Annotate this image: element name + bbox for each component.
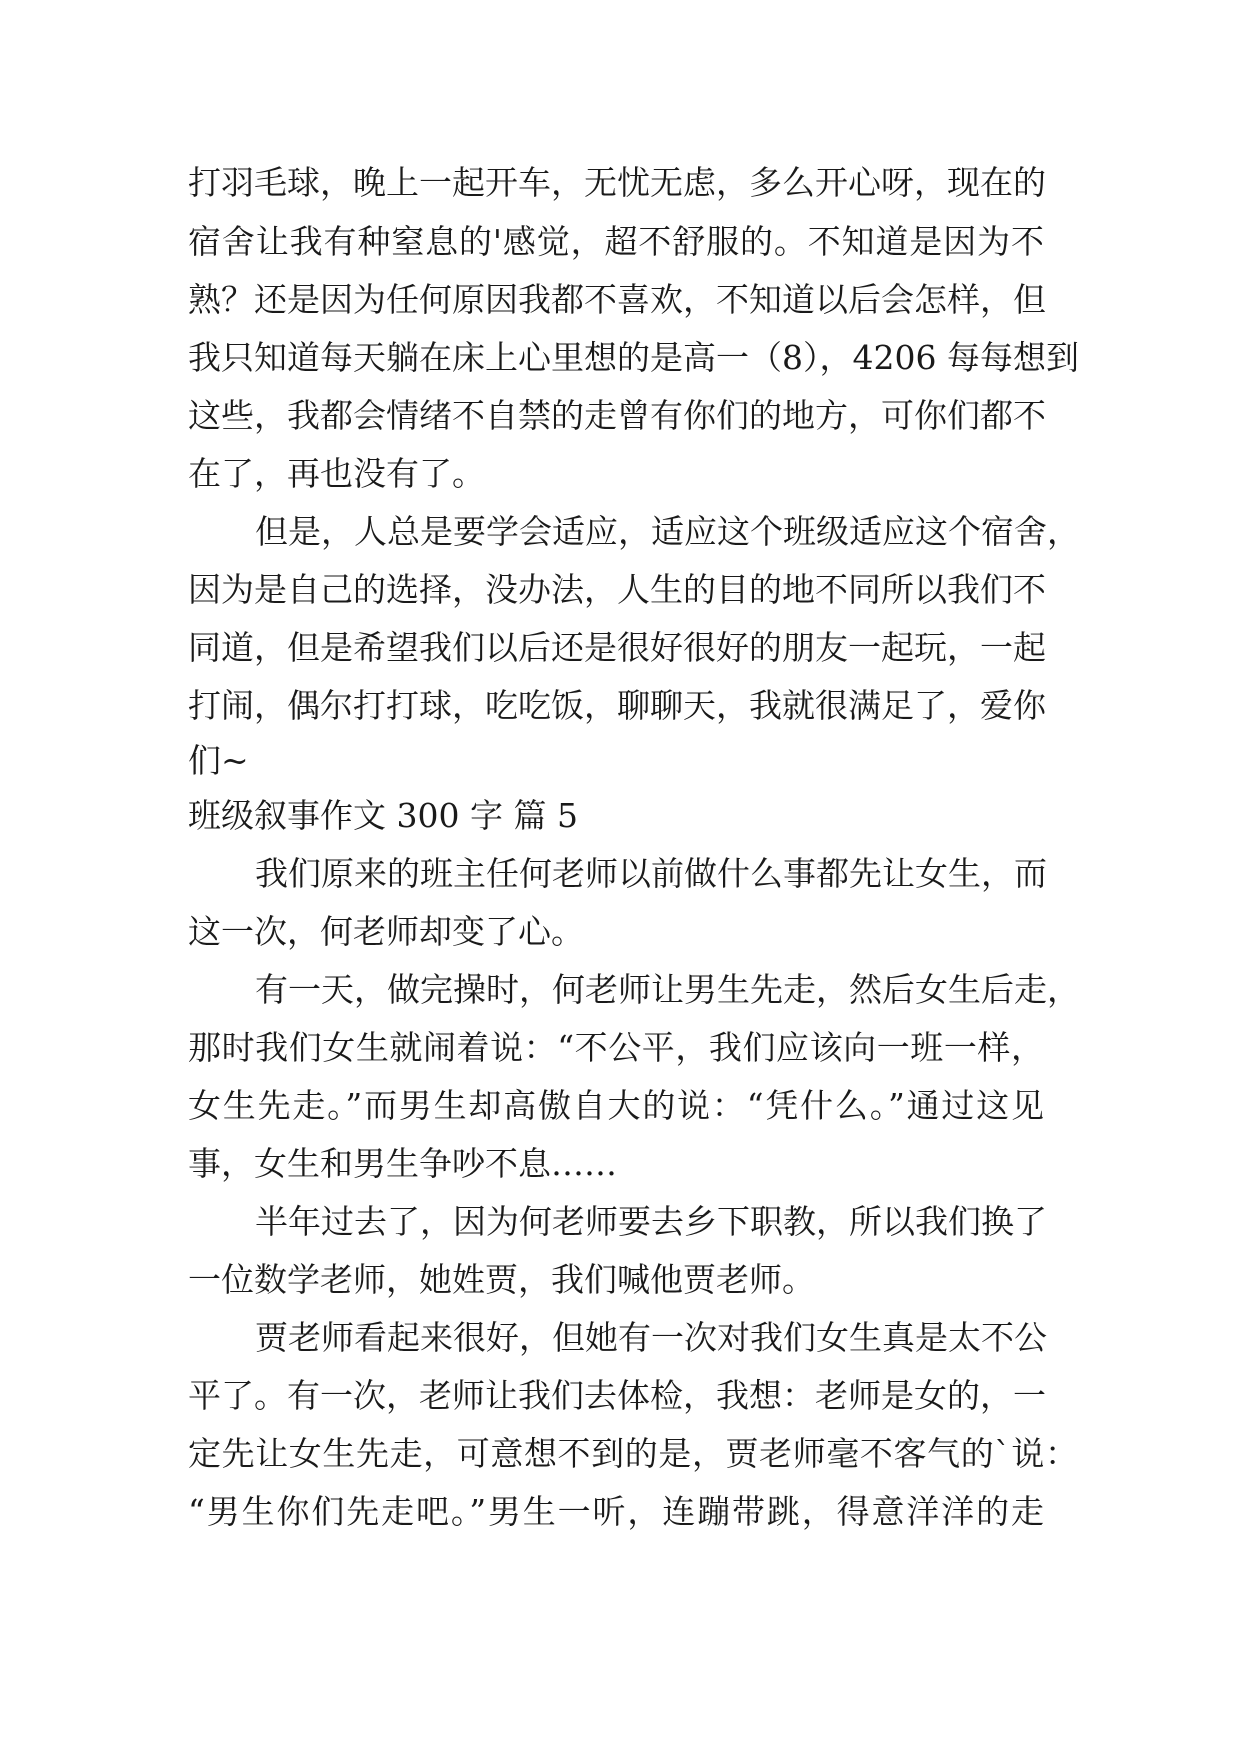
text-line: 我只知道每天躺在床上心里想的是高一（8），4206 每每想到 [188, 338, 1079, 377]
text-line: 一位数学老师，她姓贾，我们喊他贾老师。 [188, 1260, 815, 1299]
text-line: 半年过去了，因为何老师要去乡下职教，所以我们换了 [255, 1202, 1047, 1241]
text-line: 这些，我都会情绪不自禁的走曾有你们的地方，可你们都不 [188, 396, 1046, 435]
section-heading: 班级叙事作文 300 字 篇 5 [188, 796, 578, 835]
text-line: 这一次，何老师却变了心。 [188, 912, 584, 951]
text-line: 那时我们女生就闹着说：“不公平，我们应该向一班一样， [188, 1028, 1044, 1067]
text-line: 我们原来的班主任何老师以前做什么事都先让女生，而 [255, 854, 1047, 893]
text-line: 平了。有一次，老师让我们去体检，我想：老师是女的，一 [188, 1376, 1046, 1415]
text-line: 但是，人总是要学会适应，适应这个班级适应这个宿舍， [255, 512, 1080, 551]
text-line: 有一天，做完操时，何老师让男生先走，然后女生后走， [255, 970, 1080, 1009]
text-line: 因为是自己的选择，没办法，人生的目的地不同所以我们不 [188, 570, 1046, 609]
text-line: 打闹，偶尔打打球，吃吃饭，聊聊天，我就很满足了，爱你 [188, 686, 1046, 725]
text-line: 贾老师看起来很好，但她有一次对我们女生真是太不公 [255, 1318, 1047, 1357]
text-line: 熟？还是因为任何原因我都不喜欢，不知道以后会怎样，但 [188, 280, 1046, 319]
text-line: 们~ [188, 741, 249, 780]
text-line: 打羽毛球，晚上一起开车，无忧无虑，多么开心呀，现在的 [188, 163, 1046, 202]
text-line: 女生先走。”而男生却高傲自大的说：“凭什么。”通过这见 [188, 1086, 1044, 1125]
text-line: “男生你们先走吧。”男生一听，连蹦带跳，得意洋洋的走 [188, 1492, 1044, 1531]
text-line: 宿舍让我有种窒息的'感觉，超不舒服的。不知道是因为不 [188, 222, 1044, 261]
text-line: 在了，再也没有了。 [188, 454, 485, 493]
text-line: 同道，但是希望我们以后还是很好很好的朋友一起玩，一起 [188, 628, 1046, 667]
text-line: 事，女生和男生争吵不息…… [188, 1144, 617, 1183]
text-line: 定先让女生先走，可意想不到的是，贾老师毫不客气的`说： [188, 1434, 1078, 1473]
